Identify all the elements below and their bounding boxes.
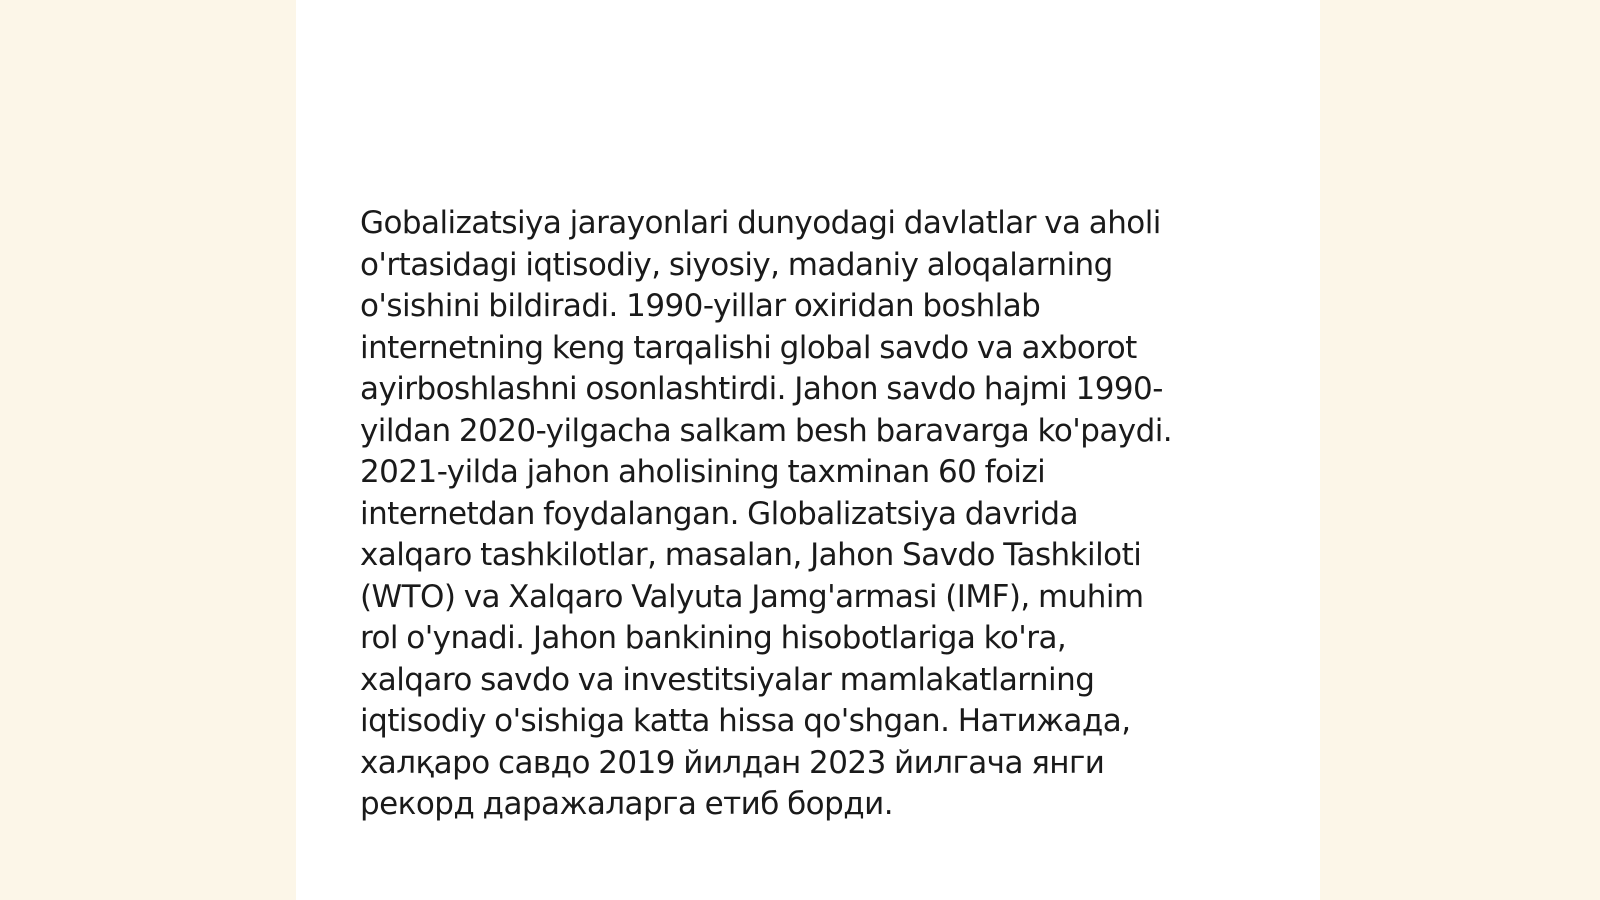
paragraph-line: рекорд даражаларга етиб борди.: [360, 786, 894, 822]
paragraph-line: yildan 2020-yilgacha salkam besh baravarga ko'paydi.: [360, 412, 1173, 449]
body-paragraph: [360, 203, 1260, 826]
document-page: [296, 0, 1320, 900]
paragraph-line: o'rtasidagi iqtisodiy, siyosiy, madaniy aloqalarning: [360, 246, 1113, 283]
paragraph-line: iqtisodiy o'sishiga katta hissa qo'shgan. Натижада,: [360, 703, 1131, 739]
paragraph-line: ayirboshlashni osonlashtirdi. Jahon savdo hajmi 1990-: [360, 371, 1163, 407]
paragraph-line: xalqaro savdo va investitsiyalar mamlakatlarning: [360, 661, 1095, 698]
paragraph-line: 2021-yilda jahon aholisining taxminan 60 foizi: [360, 454, 1046, 490]
paragraph-line: xalqaro tashkilotlar, masalan, Jahon Savdo Tashkiloti: [360, 537, 1142, 573]
paragraph-line: rol o'ynadi. Jahon bankining hisobotlariga ko'ra,: [360, 620, 1067, 656]
paragraph-line: internetning keng tarqalishi global savdo va axborot: [360, 329, 1137, 366]
paragraph-line: o'sishini bildiradi. 1990-yillar oxiridan boshlab: [360, 288, 1041, 324]
paragraph-line: (WTO) va Xalqaro Valyuta Jamg'armasi (IMF), muhim: [360, 578, 1144, 615]
paragraph-line: Gobalizatsiya jarayonlari dunyodagi davlatlar va aholi: [360, 205, 1161, 241]
paragraph-line: internetdan foydalangan. Globalizatsiya davrida: [360, 495, 1079, 532]
paragraph-line: халқаро савдо 2019 йилдан 2023 йилгача янги: [360, 744, 1105, 781]
